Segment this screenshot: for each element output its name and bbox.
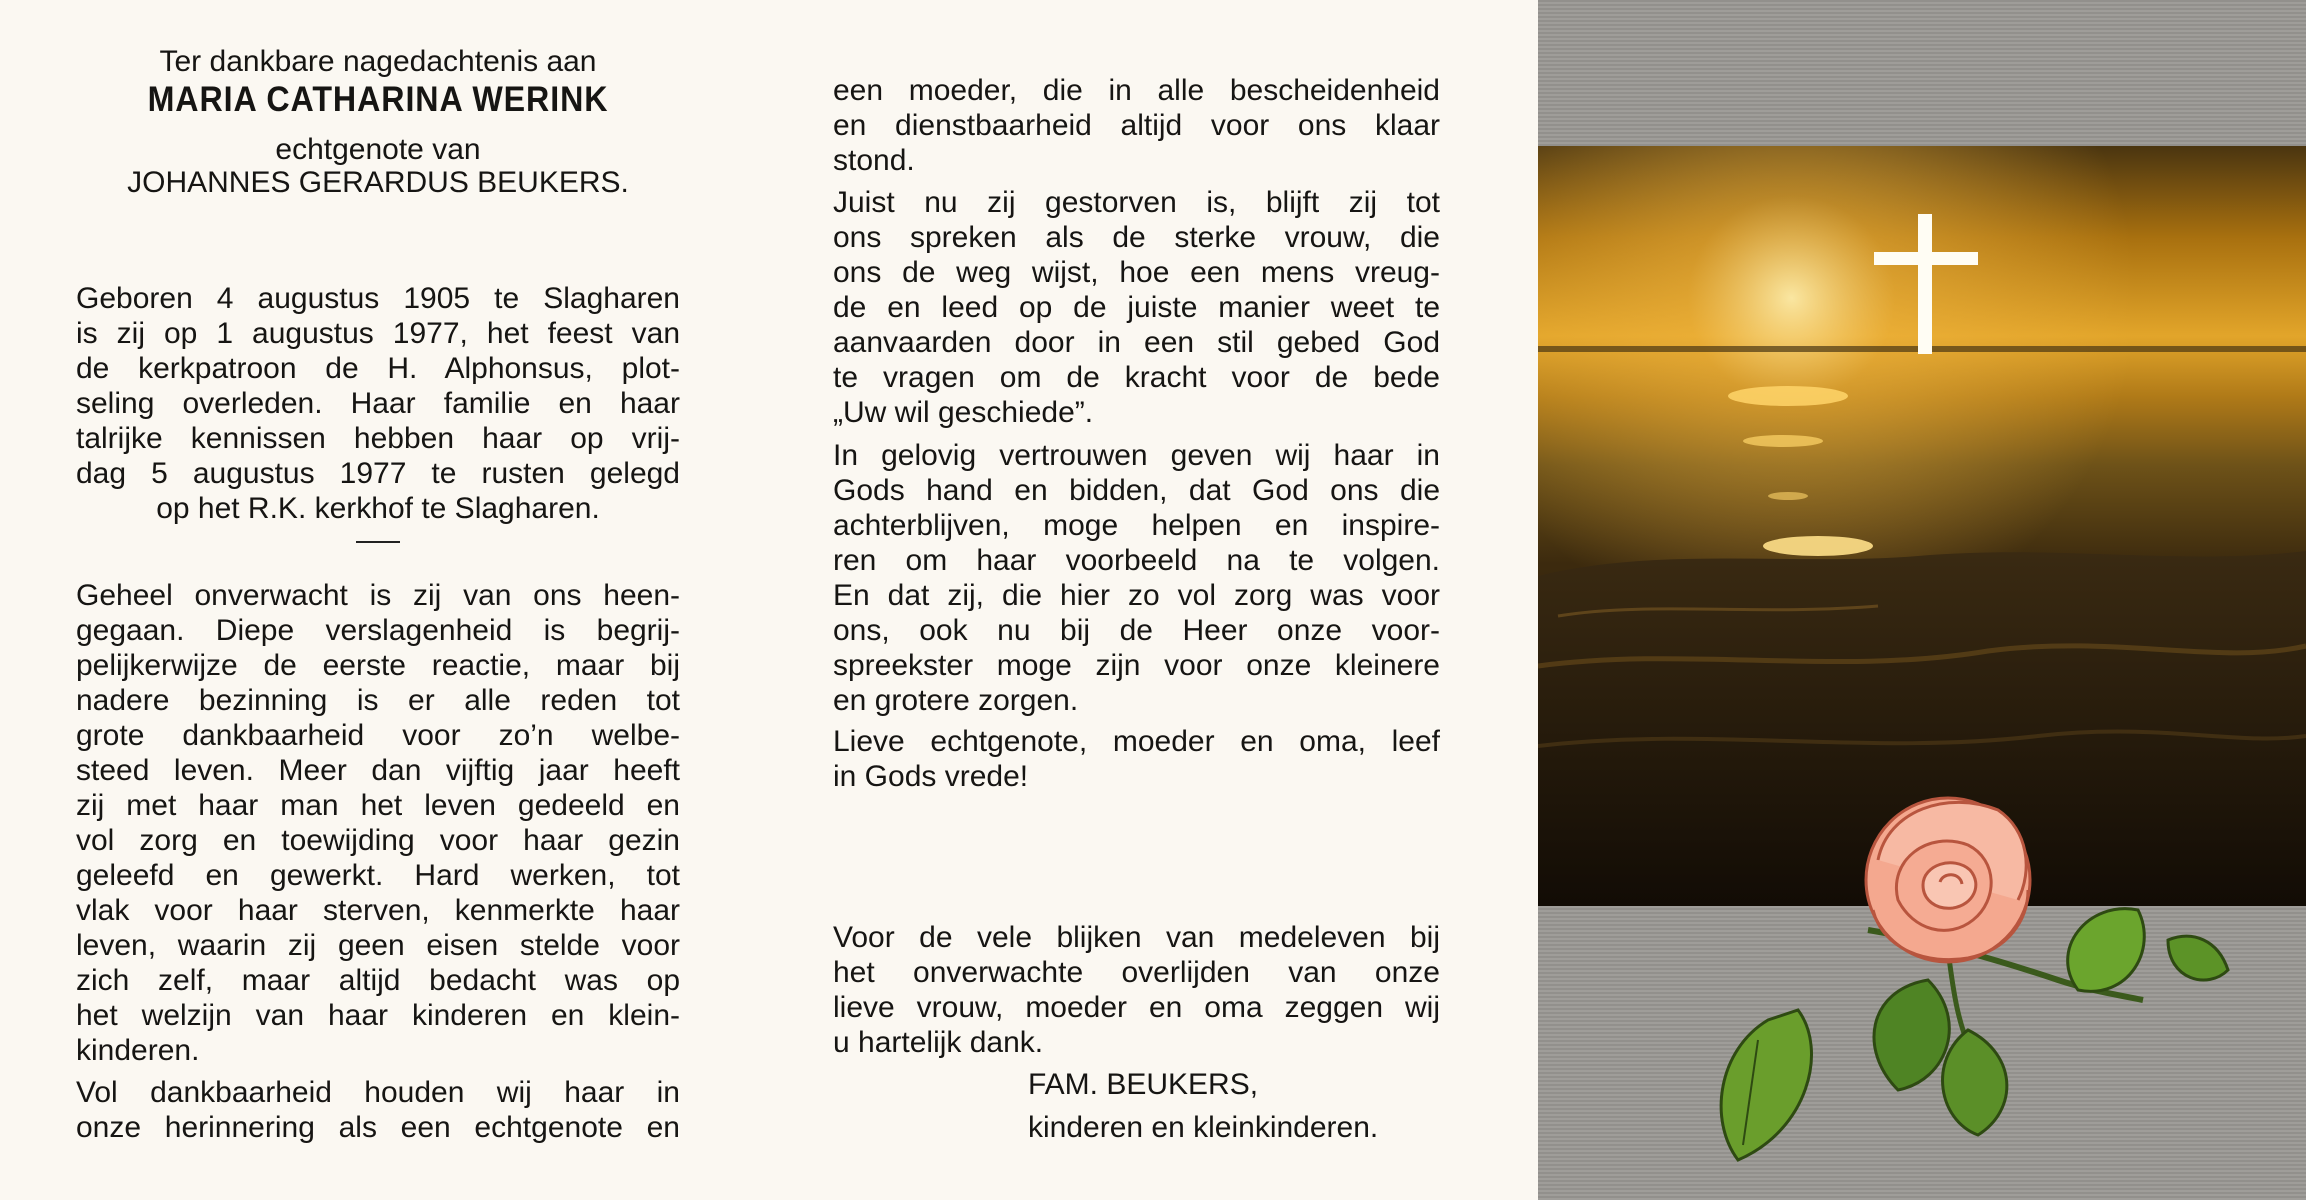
text-line: aanvaarden door in een stil gebed God	[833, 326, 1440, 359]
text-line: pelijkerwijze de eerste reactie, maar bij	[76, 649, 680, 682]
text-line: een moeder, die in alle bescheidenheid	[833, 74, 1440, 107]
mid-paragraph-1	[833, 73, 1440, 178]
mid-paragraph-2	[833, 185, 1440, 430]
text-line: dag 5 augustus 1977 te rusten gelegd	[76, 457, 680, 490]
text-line: vol zorg en toewijding voor haar gezin	[76, 824, 680, 857]
text-line: grote dankbaarheid voor zo’n welbe-	[76, 719, 680, 752]
text-line: Vol dankbaarheid houden wij haar in	[76, 1076, 680, 1109]
text-line: onze herinnering als een echtgenote en	[76, 1111, 680, 1144]
text-line: de kerkpatroon de H. Alphonsus, plot-	[76, 352, 680, 385]
photo-panel	[1538, 0, 2306, 1200]
mid-paragraph-4	[833, 724, 1440, 794]
text-line: zich zelf, maar altijd bedacht was op	[76, 964, 680, 997]
text-line: het onverwachte overlijden van onze	[833, 956, 1440, 989]
text-line: het welzijn van haar kinderen en klein-	[76, 999, 680, 1032]
text-line: talrijke kennissen hebben haar op vrij-	[76, 422, 680, 455]
text-line: kinderen.	[76, 1034, 200, 1067]
text-line: is zij op 1 augustus 1977, het feest van	[76, 317, 680, 350]
text-line: geleefd en gewerkt. Hard werken, tot	[76, 859, 680, 892]
text-line: ren om haar voorbeeld na te volgen.	[833, 544, 1440, 577]
text-line: gegaan. Diepe verslagenheid is begrij-	[76, 614, 680, 647]
text-line: en dienstbaarheid altijd voor ons klaar	[833, 109, 1440, 142]
intro-text: Ter dankbare nagedachtenis aan	[159, 45, 597, 78]
text-line: in Gods vrede!	[833, 760, 1029, 793]
closing-paragraph	[76, 1075, 680, 1145]
text-line: Geboren 4 augustus 1905 te Slagharen	[76, 282, 680, 315]
rose-image	[1698, 790, 2238, 1170]
text-line: op het R.K. kerkhof te Slagharen.	[156, 492, 600, 525]
signature-children: kinderen en kleinkinderen.	[1028, 1111, 1379, 1144]
text-line: steed leven. Meer dan vijftig jaar heeft	[76, 754, 680, 787]
text-line: En dat zij, die hier zo vol zorg was voor	[833, 579, 1440, 612]
text-line: Voor de vele blijken van medeleven bij	[833, 921, 1440, 954]
signature-family: FAM. BEUKERS,	[1028, 1068, 1259, 1101]
text-line: ons spreken als de sterke vrouw, die	[833, 221, 1440, 254]
text-line: Juist nu zij gestorven is, blijft zij tot	[833, 186, 1440, 219]
text-line: seling overleden. Haar familie en haar	[76, 387, 680, 420]
text-line: vlak voor haar sterven, kenmerkte haar	[76, 894, 680, 927]
text-line: stond.	[833, 144, 915, 177]
text-line: lieve vrouw, moeder en oma zeggen wij	[833, 991, 1440, 1024]
text-line: achterblijven, moge helpen en inspire-	[833, 509, 1440, 542]
text-line: te vragen om de kracht voor de bede	[833, 361, 1440, 394]
thanks-paragraph	[833, 920, 1440, 1060]
text-line: zij met haar man het leven gedeeld en	[76, 789, 680, 822]
bio-paragraph	[76, 281, 680, 526]
text-line: ons de weg wijst, hoe een mens vreug-	[833, 256, 1440, 289]
text-line: u hartelijk dank.	[833, 1026, 1044, 1059]
tribute-paragraph	[76, 578, 680, 1068]
text-line: Lieve echtgenote, moeder en oma, leef	[833, 725, 1440, 758]
text-line: ons, ook nu bij de Heer onze voor-	[833, 614, 1440, 647]
text-line: en grotere zorgen.	[833, 684, 1079, 717]
text-line: Gods hand en bidden, dat God ons die	[833, 474, 1440, 507]
text-line: „Uw wil geschiede”.	[833, 396, 1094, 429]
text-line: leven, waarin zij geen eisen stelde voor	[76, 929, 680, 962]
divider	[356, 541, 400, 543]
text-line: de en leed op de juiste manier weet te	[833, 291, 1440, 324]
text-line: spreekster moge zijn voor onze kleinere	[833, 649, 1440, 682]
text-line: nadere bezinning is er alle reden tot	[76, 684, 680, 717]
text-line: Geheel onverwacht is zij van ons heen-	[76, 579, 680, 612]
deceased-name: MARIA CATHARINA WERINK	[147, 80, 609, 119]
spouse-label: echtgenote van	[275, 133, 481, 166]
mid-paragraph-3	[833, 438, 1440, 718]
spouse-name: JOHANNES GERARDUS BEUKERS.	[127, 166, 629, 199]
text-line: In gelovig vertrouwen geven wij haar in	[833, 439, 1440, 472]
